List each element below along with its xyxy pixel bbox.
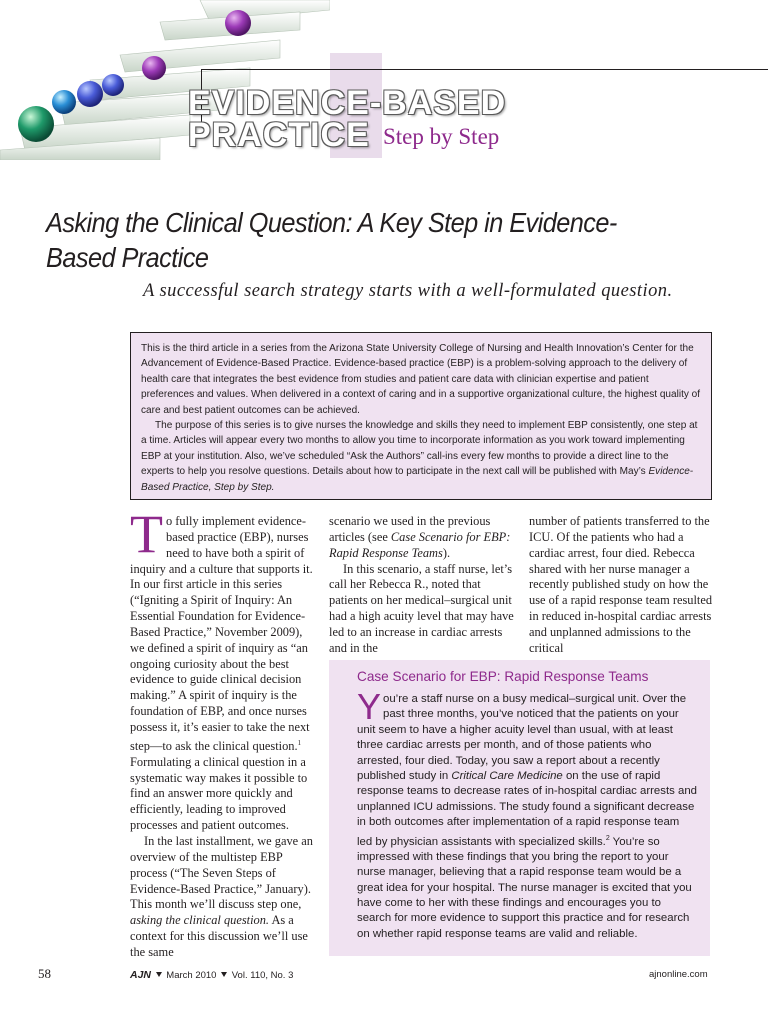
col2-paragraph-1 <box>329 514 515 562</box>
case-text-a: ou’re a staff nurse on a busy medical–surgical unit. Over the past three months, you’ve noticed that the patients on your unit seem to have a higher acuity level than usual, with at least three cardiac arrests per month, and of those patients who arrested, four died. Today, you saw a report about a recently published study in <box>357 693 687 783</box>
issue-date: March 2010 <box>166 970 217 981</box>
series-subtitle: Step by Step <box>383 124 500 149</box>
page-number: 58 <box>38 966 51 981</box>
case-journal-name: Critical Care Medicine <box>451 770 563 783</box>
body-column-3 <box>529 514 715 657</box>
drop-cap: T <box>130 504 163 564</box>
col1-paragraph-1 <box>130 504 316 834</box>
purple-sphere-mid <box>142 56 166 80</box>
green-sphere <box>18 106 54 142</box>
reference-marker-1: 1 <box>297 738 302 747</box>
header-rule-horizontal <box>201 69 768 70</box>
col2-p1-italic: Case Scenario for EBP: Rapid Response Teams <box>329 529 511 560</box>
case-scenario-title: Case Scenario for EBP: Rapid Response Teams <box>357 669 649 684</box>
intro-paragraph-1: This is the third article in a series from the Arizona State University College of Nursing and Health Innovation’s Center for the Advancement of Evidence-Based Practice. Evidence-based practice (EBP) is a problem-solving approach to the delivery of health care that integrates the best evidence from studies and patient care data with clinician expertise and patient preferences and values. When delivered in a context of caring and in a supportive organizational culture, the highest quality of care and best patient outcomes can be achieved. <box>141 343 701 416</box>
body-column-1 <box>130 504 316 961</box>
triangle-separator-icon <box>156 972 162 977</box>
case-scenario-text <box>357 686 697 942</box>
col1-p2-text: In the last installment, we gave an overview of the multistep EBP process (“The Seven Steps of Evidence-Based Practice,” January). This month we’ll discuss step one, <box>130 834 313 912</box>
col1-p1-tail: Formulating a clinical question in a systematic way makes it possible to find an answer more quickly and efficiently, leading to improved processes and patient outcomes. <box>130 754 308 833</box>
case-drop-cap: Y <box>357 686 382 727</box>
intro-p2-text: The purpose of this series is to give nurses the knowledge and skills they need to implement EBP consistently, one step at a time. Articles will appear every two months to allow you time to incorporate information as you work toward implementing EBP at your institution. Also, we’ve scheduled “Ask the Authors” call-ins every few months to provide a direct line to the experts to help you resolve questions. Details about how to participate in the next call will be published with May’s <box>141 420 698 478</box>
col1-p2-italic: asking the clinical question. <box>130 913 270 928</box>
website-link[interactable]: ajnonline.com <box>649 969 708 980</box>
case-text-b: on the use of rapid response teams to decrease rates of in-hospital cardiac arrests and unplanned ICU admissions. The study found a significant decrease in both outcomes after implementation of a rapid response team led by physician assistants with specialized skills. <box>357 770 697 848</box>
triangle-separator-icon <box>221 972 227 977</box>
body-column-2 <box>329 514 515 657</box>
purple-sphere-top <box>225 10 251 36</box>
reference-marker-2: 2 <box>605 834 610 842</box>
col1-p1-text: o fully implement evidence-based practice (EBP), nurses need to have both a spirit of inquiry and a culture that supports it. In our first article in this series (“Igniting a Spirit of Inquiry: An Essential Foundation for Evidence-Based Practice,” November 2009), we defined a spirit of inquiry as “an ongoing curiosity about the best evidence to guide clinical decision making.” A spirit of inquiry is the foundation of EBP, and once nurses possess it, it’s easier to take the next step—to ask the clinical question. <box>130 514 313 753</box>
article-deck: A successful search strategy starts with a well-formulated question. <box>143 281 673 301</box>
volume-issue: Vol. 110, No. 3 <box>231 970 294 981</box>
col2-paragraph-2: In this scenario, a staff nurse, let’s call her Rebecca R., noted that patients on her medical–surgical unit had a high acuity level that may have led to an increase in cardiac arrests and in the <box>329 561 514 655</box>
series-title-line1: EVIDENCE-BASED <box>188 84 507 122</box>
indigo-sphere <box>102 74 124 96</box>
series-title-line2: PRACTICE <box>188 116 370 154</box>
col3-paragraph-1: number of patients transferred to the ICU. Of the patients who had a cardiac arrest, four died. Rebecca shared with her nurse manager a recently published study on how the use of a rapid response team resulted in reduced in-hospital cardiac arrests and unplanned admissions to the critical <box>529 514 713 655</box>
article-title: Asking the Clinical Question: A Key Step in Evidence-Based Practice <box>46 207 617 273</box>
intro-paragraph-2 <box>141 418 701 495</box>
col2-p1-tail: ). <box>442 545 451 560</box>
col1-p2-tail: As a context for this discussion we’ll use the same <box>130 913 308 959</box>
blue-sphere <box>77 81 103 107</box>
case-text-c: You’re so impressed with these findings that you bring the report to your nurse manager, believing that a rapid response team would be a great idea for your hospital. The nurse manager is excited that you have come to her with these findings and encourages you to search for more evidence to support this practice and for research on whether rapid response teams are valid and reliable. <box>357 835 692 940</box>
journal-name: AJN <box>130 969 152 981</box>
cyan-sphere <box>52 90 76 114</box>
series-intro-box <box>130 332 712 500</box>
intro-p2-italic: Evidence-Based Practice, Step by Step. <box>141 466 694 493</box>
col1-paragraph-2 <box>130 834 316 961</box>
col2-p1-text: scenario we used in the previous articles (see <box>329 514 491 544</box>
journal-citation <box>130 969 293 981</box>
